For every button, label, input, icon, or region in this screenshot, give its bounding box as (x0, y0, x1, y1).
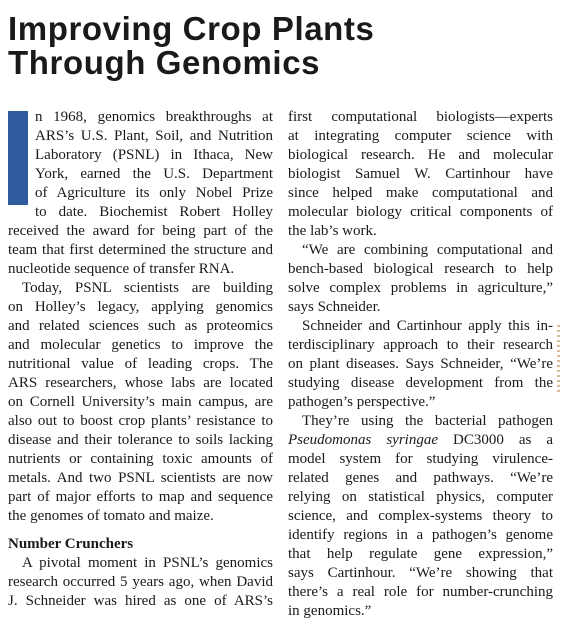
text-line: “We are combining computational and (302, 242, 553, 258)
text-fragment: DC3000 as a (438, 432, 553, 448)
text-line: research occurred 5 years ago, when David (8, 574, 273, 590)
text-line: Today, PSNL scientists are building (22, 280, 273, 296)
text-line: on plant diseases. Says Schneider, “We’re (288, 356, 553, 372)
text-line: that help regulate gene expression,” (288, 546, 553, 562)
text-line: biological research. He and molecular (288, 147, 553, 163)
article-title (8, 12, 548, 80)
text-line: York, earned the U.S. Department (35, 166, 273, 182)
text-line: pathogen’s perspective.” (288, 394, 436, 410)
text-line: n 1968, genomics breakthroughs at (35, 109, 273, 125)
text-line: and related sciences such as proteomics (8, 318, 273, 334)
text-line: first computational biologists—experts (288, 109, 553, 125)
text-line: J. Schneider was hired as one of ARS’s (8, 593, 273, 609)
text-line: Laboratory (PSNL) in Ithaca, New (35, 147, 273, 163)
text-line: there’s a real role for number-crunching (288, 584, 553, 600)
text-line: to date. Biochemist Robert Holley (35, 204, 273, 220)
text-line: at integrating computer science with (288, 128, 553, 144)
text-line: disease and their tolerance to soils lacking (8, 432, 273, 448)
text-line: received the award for being part of the (8, 223, 273, 239)
text-line: in genomics.” (288, 603, 372, 619)
text-line: terdisciplinary approach to their research (288, 337, 553, 353)
text-line: part of major efforts to map and sequence (8, 489, 273, 505)
title-line-2: Through Genomics (8, 44, 321, 81)
text-line: metals. And two PSNL scientists are now (8, 470, 273, 486)
section-subheading: Number Crunchers (8, 536, 134, 552)
text-line: the genomes of tomato and maize. (8, 508, 214, 524)
text-line: A pivotal moment in PSNL’s genomics (22, 555, 273, 571)
text-line: identify regions in a pathogen’s genome (288, 527, 553, 543)
left-column (8, 108, 273, 611)
text-line: says Schneider. (288, 299, 381, 315)
text-line: nutrients or containing toxic amounts of (8, 451, 273, 467)
text-line: solve complex problems in agriculture,” (288, 280, 553, 296)
section-gap (8, 526, 273, 535)
text-line: nutritional value of leading crops. The (8, 356, 273, 372)
text-line: biologist Samuel W. Cartinhour have (288, 166, 553, 182)
text-line: since helped make computational and (288, 185, 553, 201)
text-line: on Cornell University’s main campus, are (8, 394, 273, 410)
text-line: ARS researchers, whose labs are located (8, 375, 273, 391)
text-line: on Holley’s legacy, applying genomics (8, 299, 273, 315)
text-line: Schneider and Cartinhour apply this in- (302, 318, 553, 334)
title-line-1: Improving Crop Plants (8, 10, 375, 47)
text-line: nucleotide sequence of transfer RNA. (8, 261, 235, 277)
text-line (288, 431, 553, 450)
text-line: studying disease development from the (288, 375, 553, 391)
text-line: says Cartinhour. “We’re showing that (288, 565, 553, 581)
text-line: model system for studying virulence- (288, 451, 553, 467)
right-column (288, 108, 553, 621)
species-name: Pseudomonas syringae (288, 432, 438, 448)
text-line: the lab’s work. (288, 223, 377, 239)
text-line: molecular biology critical components of (288, 204, 553, 220)
text-line: team that first determined the structure and (8, 242, 273, 258)
text-line: bench-based biological research to help (288, 261, 553, 277)
text-line: also out to boost crop plants’ resistance to (8, 413, 273, 429)
text-line: ARS’s U.S. Plant, Soil, and Nutrition (35, 128, 273, 144)
text-line: science, and complex-systems theory to (288, 508, 553, 524)
page-edge-decoration (557, 325, 560, 395)
text-line: related genes and pathways. “We’re (288, 470, 553, 486)
text-line: and molecular genetics to improve the (8, 337, 273, 353)
text-line: of Agriculture its only Nobel Prize (35, 185, 273, 201)
text-line: relying on statistical physics, computer (288, 489, 553, 505)
text-line: They’re using the bacterial pathogen (302, 413, 553, 429)
